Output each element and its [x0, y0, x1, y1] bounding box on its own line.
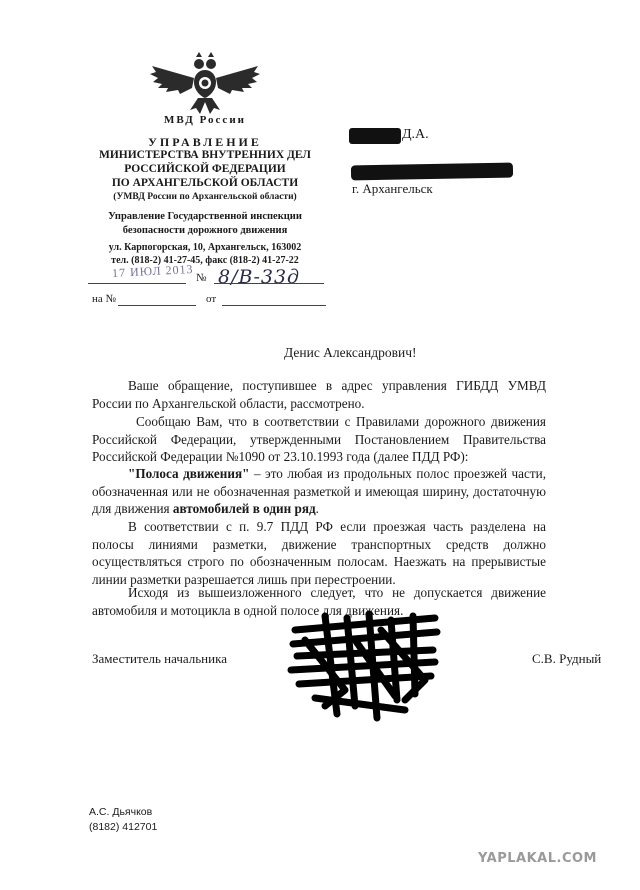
header-road-safety: безопасности дорожного движения: [122, 225, 288, 236]
signatory-position: Заместитель начальника: [92, 651, 227, 666]
header-ministry-short: МВД России: [163, 114, 246, 126]
reply-to-number-label: на №: [92, 293, 117, 305]
signatory-name: С.В. Рудный: [532, 651, 602, 666]
header-phones: тел. (818-2) 41-27-45, факс (818-2) 41-27-22: [111, 255, 299, 266]
lane-definition: – это любая из продольных полос проезжей части, обозначенная или не обозначенная разметкой и имеющая ширину, достаточную для движения: [92, 466, 546, 516]
number-underline: [214, 283, 324, 284]
single-row-phrase: автомобилей в один ряд: [172, 501, 316, 516]
header-federation: РОССИЙСКОЙ ФЕДЕРАЦИИ: [124, 163, 286, 175]
recipient-initials: Д.А.: [402, 127, 429, 142]
header-region: ПО АРХАНГЕЛЬСКОЙ ОБЛАСТИ: [111, 177, 299, 189]
paragraph-3: [92, 465, 546, 518]
reply-to-date-label: от: [206, 293, 217, 305]
date-underline: [88, 283, 186, 284]
executor-name: А.С. Дьячков: [89, 806, 153, 818]
header-ministry-full: МИНИСТЕРСТВА ВНУТРЕННИХ ДЕЛ: [98, 149, 312, 161]
registration-date-stamp: 17 ИЮЛ 2013: [111, 261, 194, 281]
number-label: №: [196, 272, 207, 284]
redacted-surname: [349, 128, 401, 144]
handwritten-number: 8/В-33д: [218, 266, 301, 288]
header-address: ул. Карпогорская, 10, Архангельск, 163002: [108, 242, 302, 253]
recipient-city: г. Архангельск: [352, 181, 433, 196]
executor-phone: (8182) 412701: [89, 821, 158, 833]
reply-to-number-underline: [118, 305, 196, 306]
redacted-signature-scribble: [285, 610, 445, 722]
reply-to-date-underline: [222, 305, 326, 306]
greeting: Денис Александрович!: [284, 345, 417, 360]
header-region-short: (УМВД России по Архангельской области): [113, 192, 297, 202]
redacted-address: [351, 163, 513, 181]
paragraph-4: В соответствии с п. 9.7 ПДД РФ если проезжая часть разделена на полосы линиями разметки, движение транспортных средств должно осуществляться строго по обозначенным полосам. Наезжать на прерывистые линии разметки разрешается лишь при перестроении.: [92, 519, 546, 587]
header-department: УПРАВЛЕНИЕ: [148, 135, 262, 149]
paragraph-2: Сообщаю Вам, что в соответствии с Правилами дорожного движения Российской Федерации, утвержденными Постановлением Правительства Российской Федерации №1090 от 23.10.1993 года (далее ПДД РФ):: [92, 414, 546, 464]
term-lane: "Полоса движения": [128, 466, 250, 481]
paragraph-5: Исходя из вышеизложенного следует, что не допускается движение автомобиля и мотоцикла в одной полосе для движения.: [92, 585, 546, 618]
paragraph-3-end: .: [315, 501, 319, 516]
site-watermark: YAPLAKAL.COM: [478, 851, 597, 866]
mvd-eagle-emblem-icon: [150, 52, 260, 114]
header-inspection: Управление Государственной инспекции: [108, 211, 302, 222]
paragraph-1: Ваше обращение, поступившее в адрес управления ГИБДД УМВД России по Архангельской области, рассмотрено.: [92, 378, 546, 411]
